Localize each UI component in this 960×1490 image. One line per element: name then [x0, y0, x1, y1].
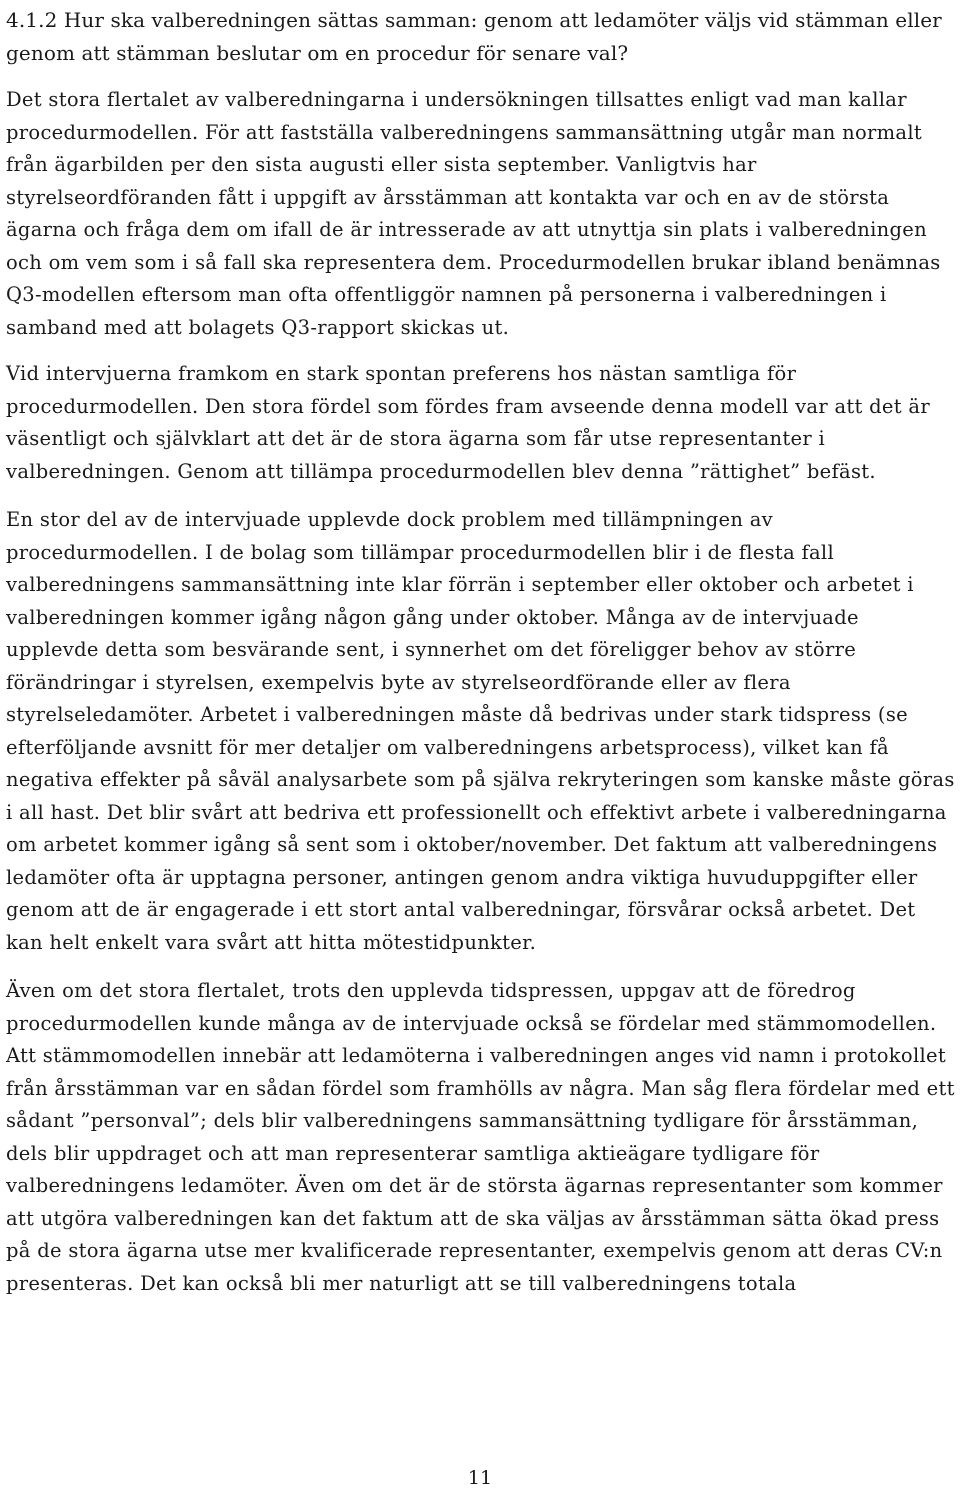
paragraph-interview-preference: Vid intervjuerna framkom en stark spontan preferens hos nästan samtliga för procedurmodellen. Den stora fördel som fördes fram avseende denna modell var att det är väsentligt och självklart att det är de stora ägarna som får utse representanter i valberedningen. Genom att tillämpa procedurmodellen blev denna ”rättighet” befäst. [6, 362, 930, 483]
paragraph-procedure-model: Det stora flertalet av valberedningarna i undersökningen tillsattes enligt vad man kallar procedurmodellen. För att fastställa valberedningens sammansättning utgår man normalt från ägarbilden per den sista augusti eller sista september. Vanligtvis har styrelseordföranden fått i uppgift av årsstämman att kontakta var och en av de största ägarna och fråga dem om ifall de är intresserade av att utnyttja sin plats i valberedningen och om vem som i så fall ska representera dem. Procedurmodellen brukar ibland benämnas Q3-modellen eftersom man ofta offentliggör namnen på personerna i valberedningen i samband med att bolagets Q3-rapport skickas ut. [6, 88, 941, 339]
paragraph-meeting-model-advantages: Även om det stora flertalet, trots den upplevda tidspressen, uppgav att de föredrog procedurmodellen kunde många av de intervjuade också se fördelar med stämmomodellen. Att stämmomodellen innebär att ledamöterna i valberedningen anges vid namn i protokollet från årsstämman var en sådan fördel som framhölls av några. Man såg flera fördelar med ett sådant ”personval”; dels blir valberedningens sammansättning tydligare för årsstämman, dels blir uppdraget och att man representerar samtliga aktieägare tydligare för valberedningens ledamöter. Även om det är de största ägarnas representanter som kommer att utgöra valberedningen kan det faktum att de ska väljas av årsstämman sätta ökad press på de stora ägarna utse mer kvalificerade representanter, exempelvis genom att deras CV:n presenteras. Det kan också bli mer naturligt att se till valberedningens totala [6, 979, 955, 1295]
page-number: 11 [467, 1467, 493, 1489]
paragraph-procedure-problems: En stor del av de intervjuade upplevde dock problem med tillämpningen av procedurmodellen. I de bolag som tillämpar procedurmodellen blir i de flesta fall valberedningens sammansättning inte klar förrän i september eller oktober och arbetet i valberedningen kommer igång någon gång under oktober. Många av de intervjuade upplevde detta som besvärande sent, i synnerhet om det föreligger behov av större förändringar i styrelsen, exempelvis byte av styrelseordförande eller av flera styrelseledamöter. Arbetet i valberedningen måste då bedrivas under stark tidspress (se efterföljande avsnitt för mer detaljer om valberedningens arbetsprocess), vilket kan få negativa effekter på såväl analysarbete som på själva rekryteringen som kanske måste göras i all hast. Det blir svårt att bedriva ett professionellt och effektivt arbete i valberedningarna om arbetet kommer igång så sent som i oktober/november. Det faktum att valberedningens ledamöter ofta är upptagna personer, antingen genom andra viktiga huvuduppgifter eller genom att de är engagerade i ett stort antal valberedningar, försvårar också arbetet. Det kan helt enkelt vara svårt att hitta mötestidpunkter. [6, 508, 955, 954]
section-heading: 4.1.2 Hur ska valberedningen sättas samman: genom att ledamöter väljs vid stämman eller genom att stämman beslutar om en procedur för senare val? [6, 8, 942, 65]
document-page [6, 0, 956, 1300]
